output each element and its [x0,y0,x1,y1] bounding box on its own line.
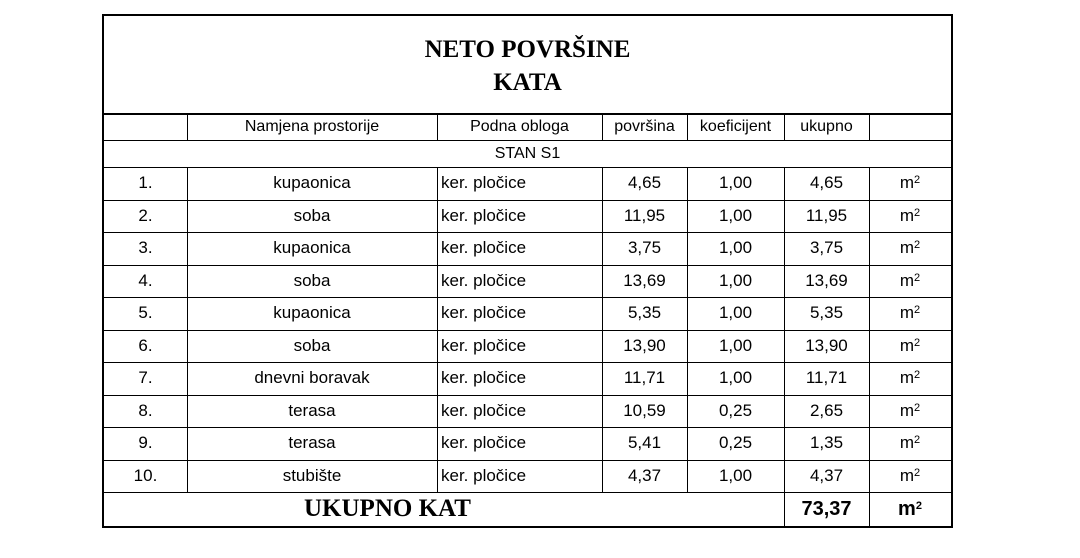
area-value: 4,65 [627,173,662,193]
floor-covering: ker. pločice [441,335,527,355]
total-label: UKUPNO KAT [304,495,471,522]
unit-base: m [899,465,915,485]
total-value: 13,90 [805,335,848,355]
title-line-1: NETO POVRŠINE [424,36,631,63]
unit-base: m [899,400,915,420]
total-value: 5,35 [809,303,844,323]
unit-label [869,330,951,363]
coefficient-value: 0,25 [718,433,753,453]
room-name: soba [293,205,331,225]
floor-covering: ker. pločice [441,238,527,258]
unit-exponent: 2 [914,434,921,447]
unit-label [869,297,951,330]
coefficient-value: 1,00 [718,205,753,225]
room-name: soba [293,270,331,290]
unit-label [869,265,951,298]
total-value: 11,71 [805,368,848,388]
coefficient-value: 0,25 [718,400,753,420]
total-value: 4,37 [809,465,844,485]
unit-exponent: 2 [914,336,921,349]
room-name: dnevni boravak [254,368,370,388]
section-label: STAN S1 [494,144,561,162]
unit-base: m [899,368,915,388]
unit-base: m [899,205,915,225]
row-number: 6. [138,335,153,355]
total-value: 11,95 [805,205,848,225]
area-value: 5,35 [627,303,662,323]
coefficient-value: 1,00 [718,465,753,485]
column-divider [869,113,870,140]
area-value: 10,59 [623,400,666,420]
row-number: 4. [138,270,153,290]
unit-label [869,232,951,265]
title-line-2: KATA [493,69,562,96]
coefficient-value: 1,00 [718,303,753,323]
room-name: soba [293,335,331,355]
total-value: 3,75 [809,238,844,258]
area-table [102,14,953,528]
header-koeficijent: koeficijent [699,117,772,135]
header-ukupno: ukupno [800,117,853,135]
total-value: 13,69 [805,270,848,290]
unit-label [869,167,951,200]
unit-exponent: 2 [914,271,921,284]
unit-base: m [898,497,916,520]
total-value: 4,65 [809,173,844,193]
area-value: 3,75 [627,238,662,258]
unit-exponent: 2 [914,174,921,187]
room-name: kupaonica [273,303,351,323]
row-number: 9. [138,433,153,453]
row-number: 10. [133,465,158,485]
room-name: kupaonica [273,173,351,193]
row-number: 1. [138,173,153,193]
header-povrsina: površina [614,117,675,135]
area-value: 5,41 [627,433,662,453]
room-name: terasa [288,433,336,453]
area-value: 11,95 [623,205,666,225]
unit-label [869,427,951,460]
total-sum: 73,37 [801,497,852,520]
unit-exponent: 2 [914,369,921,382]
title-box [104,16,951,115]
area-value: 4,37 [627,465,662,485]
row-number: 5. [138,303,153,323]
unit-exponent: 2 [914,466,921,479]
floor-covering: ker. pločice [441,368,527,388]
header-namjena: Namjena prostorije [244,117,380,135]
unit-base: m [899,433,915,453]
total-unit [869,492,951,526]
unit-exponent: 2 [914,304,921,317]
floor-covering: ker. pločice [441,465,527,485]
room-name: terasa [288,400,336,420]
coefficient-value: 1,00 [718,270,753,290]
floor-covering: ker. pločice [441,303,527,323]
row-number: 7. [138,368,153,388]
area-value: 13,90 [623,335,666,355]
row-number: 3. [138,238,153,258]
area-value: 11,71 [623,368,666,388]
coefficient-value: 1,00 [718,173,753,193]
room-name: stubište [282,465,342,485]
unit-base: m [899,173,915,193]
unit-base: m [899,303,915,323]
unit-base: m [899,335,915,355]
floor-covering: ker. pločice [441,205,527,225]
unit-label [869,395,951,428]
unit-exponent: 2 [915,500,922,512]
unit-exponent: 2 [914,239,921,252]
coefficient-value: 1,00 [718,335,753,355]
total-value: 1,35 [809,433,844,453]
room-name: kupaonica [273,238,351,258]
coefficient-value: 1,00 [718,238,753,258]
row-number: 2. [138,205,153,225]
unit-exponent: 2 [914,401,921,414]
unit-label [869,362,951,395]
total-value: 2,65 [809,400,844,420]
row-number: 8. [138,400,153,420]
area-value: 13,69 [623,270,666,290]
unit-label [869,460,951,493]
header-obloga: Podna obloga [470,117,569,135]
unit-base: m [899,270,915,290]
floor-covering: ker. pločice [441,433,527,453]
unit-base: m [899,238,915,258]
unit-label [869,200,951,233]
unit-exponent: 2 [914,206,921,219]
floor-covering: ker. pločice [441,173,527,193]
floor-covering: ker. pločice [441,400,527,420]
floor-covering: ker. pločice [441,270,527,290]
coefficient-value: 1,00 [718,368,753,388]
